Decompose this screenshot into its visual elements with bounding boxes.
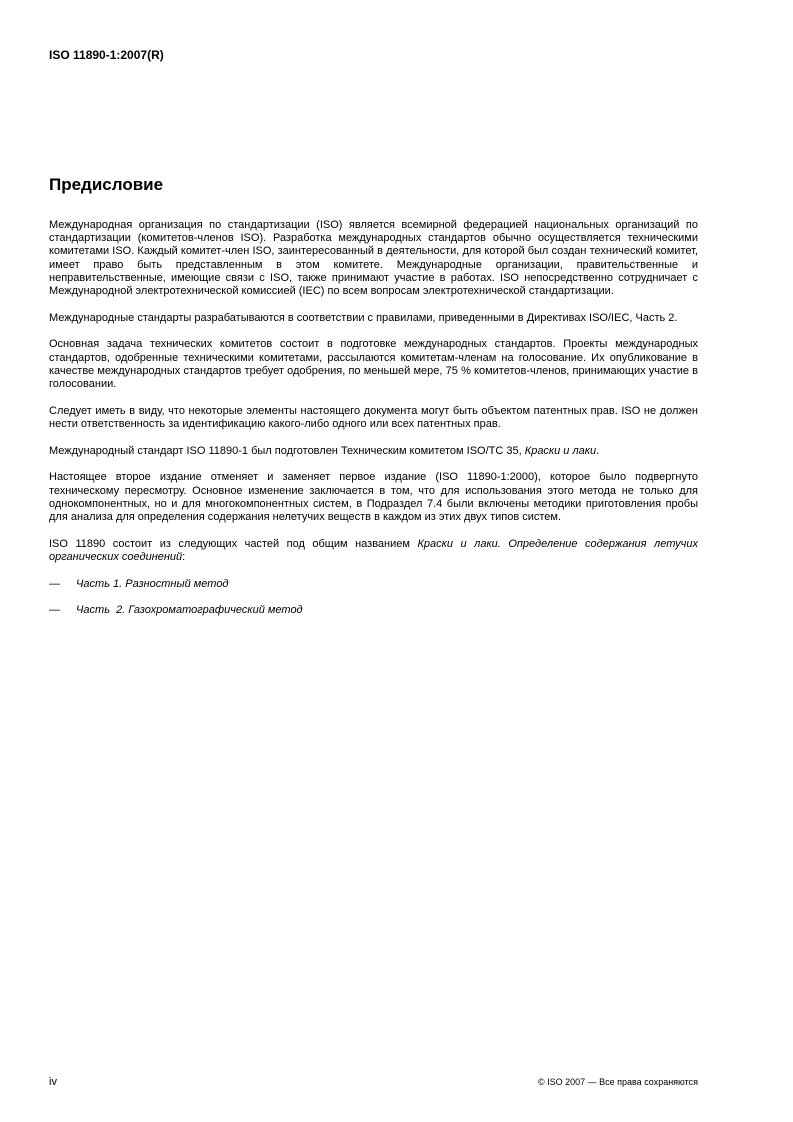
- document-id-header: ISO 11890-1:2007(R): [49, 48, 164, 62]
- parts-text: ISO 11890 состоит из следующих частей под общим названием: [49, 537, 418, 550]
- list-item-text: Часть 2. Газохроматографический метод: [76, 604, 303, 617]
- prepared-by-text: Международный стандарт ISO 11890-1 был подготовлен Техническим комитетом ISO/TC 35,: [49, 444, 525, 457]
- parts-end: :: [182, 550, 186, 563]
- foreword-body: [49, 219, 698, 631]
- dash-bullet: —: [49, 604, 60, 617]
- paragraph-second-edition: Настоящее второе издание отменяет и заменяет первое издание (ISO 11890-1:2000), которое было подвергнуто техническому пересмотру. Основное изменение заключается в том, что для использования этого метода не только для однокомпонентных, но и для многокомпонентных систем, в Подраздел 7.4 были включены методики приготовления пробы для анализа для определения содержания нелетучих веществ в каждом из этих двух типов систем.: [49, 471, 698, 523]
- committee-title: Краски и лаки: [524, 444, 597, 457]
- prepared-by-end: .: [596, 444, 600, 457]
- paragraph-prepared-by: [49, 445, 698, 458]
- list-item: [49, 604, 698, 617]
- paragraph-iso-intro: Международная организация по стандартизации (ISO) является всемирной федерацией национальных организаций по стандартизации (комитетов-членов ISO). Разработка международных стандартов обычно осуществляется техническими комитетами ISO. Каждый комитет-член ISO, заинтересованный в деятельности, для которой был создан технический комитет, имеет право быть представленным в этом комитете. Международные организации, правительственные и неправительственные, имеющие связи с ISO, также принимают участие в работах. ISO непосредственно сотрудничает с Международной электротехнической комиссией (IEC) по всем вопросам электротехнической стандартизации.: [49, 219, 698, 298]
- list-item: [49, 578, 698, 591]
- paragraph-parts: [49, 538, 698, 564]
- list-item-text: Часть 1. Разностный метод: [76, 577, 229, 590]
- page-number: iv: [49, 1076, 57, 1088]
- paragraph-patent-rights: Следует иметь в виду, что некоторые элементы настоящего документа могут быть объектом патентных прав. ISO не должен нести ответственность за идентификацию какого-либо одного или всех патентных прав.: [49, 404, 698, 430]
- paragraph-committees-task: Основная задача технических комитетов состоит в подготовке международных стандартов. Проекты международных стандартов, одобренные техническими комитетами, рассылаются комитетам-членам на голосование. Их опубликование в качестве международных стандартов требует одобрения, по меньшей мере, 75 % комитетов-членов, принимающих участие в голосовании.: [49, 338, 698, 391]
- paragraph-directives: Международные стандарты разрабатываются в соответствии с правилами, приведенными в Директивах ISO/IEC, Часть 2.: [49, 311, 678, 324]
- copyright-notice: © ISO 2007 — Все права сохраняются: [537, 1077, 698, 1087]
- dash-bullet: —: [49, 577, 60, 590]
- page-title: Предисловие: [49, 175, 164, 194]
- series-title: Краски и лаки. Определение содержания летучих органических соединений: [49, 537, 698, 563]
